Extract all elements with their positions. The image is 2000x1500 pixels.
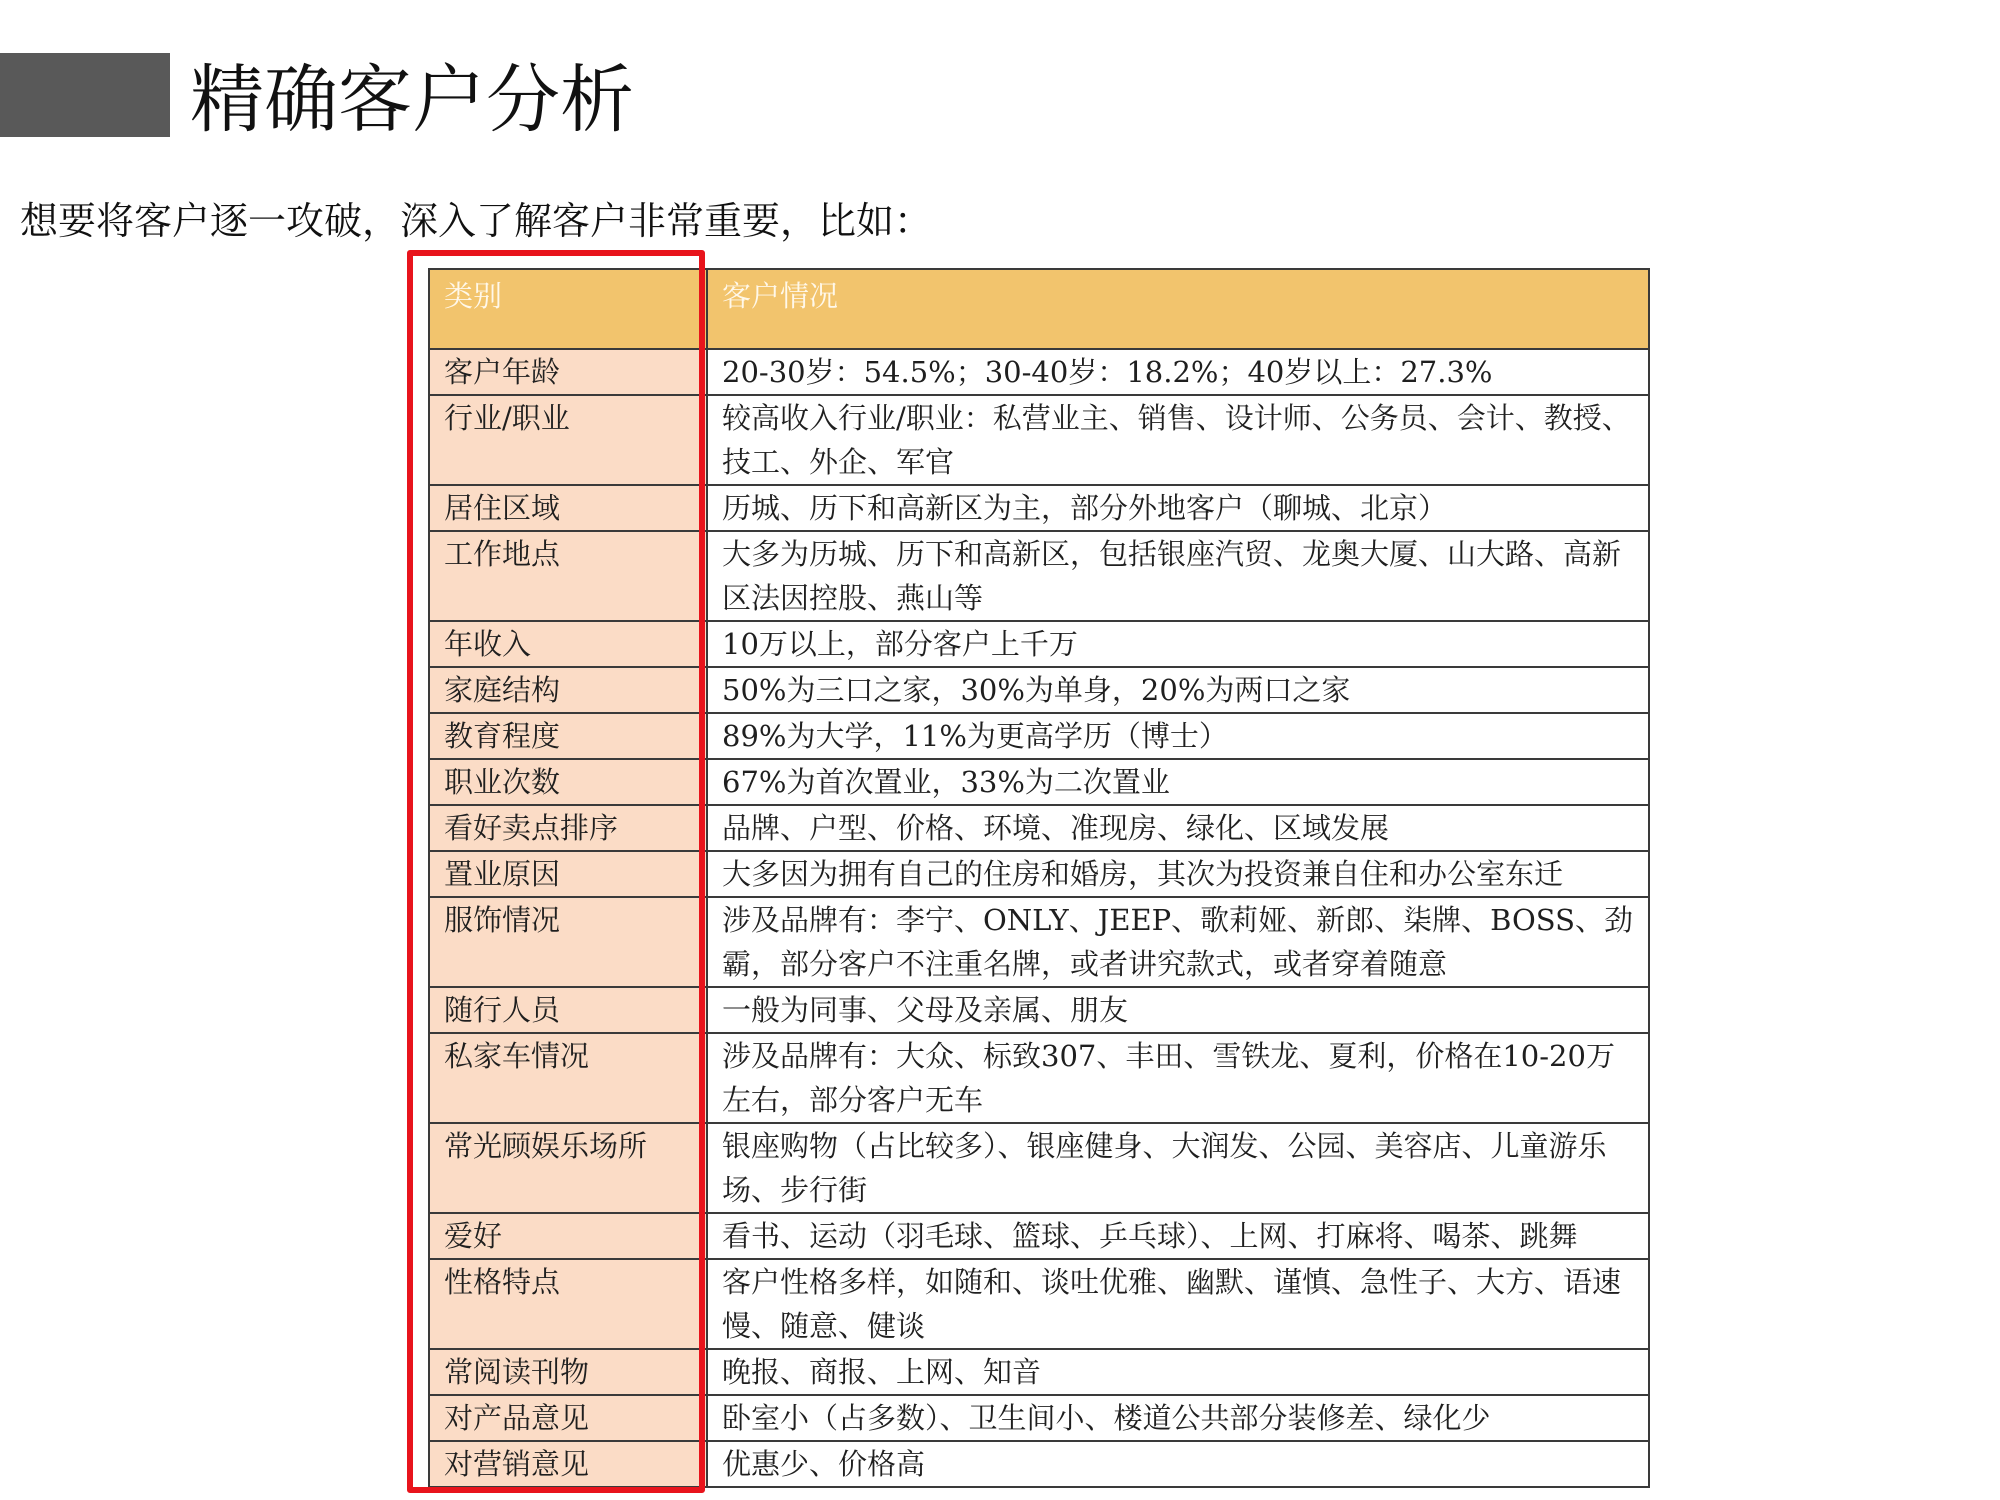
table-row	[429, 1441, 1649, 1487]
table-row	[429, 897, 1649, 987]
category-cell: 常阅读刊物	[429, 1349, 707, 1395]
detail-cell: 涉及品牌有：李宁、ONLY、JEEP、歌莉娅、新郎、柒牌、BOSS、劲霸，部分客户不注重名牌，或者讲究款式，或者穿着随意	[707, 897, 1649, 987]
category-cell: 看好卖点排序	[429, 805, 707, 851]
detail-cell: 大多因为拥有自己的住房和婚房，其次为投资兼自住和办公室东迁	[707, 851, 1649, 897]
detail-cell: 品牌、户型、价格、环境、准现房、绿化、区域发展	[707, 805, 1649, 851]
customer-analysis-table-container	[428, 268, 1648, 1488]
category-cell: 随行人员	[429, 987, 707, 1033]
detail-cell: 20-30岁：54.5%；30-40岁：18.2%；40岁以上：27.3%	[707, 349, 1649, 395]
table-row	[429, 349, 1649, 395]
detail-cell: 历城、历下和高新区为主，部分外地客户（聊城、北京）	[707, 485, 1649, 531]
intro-text: 想要将客户逐一攻破，深入了解客户非常重要，比如：	[20, 199, 933, 243]
category-cell: 居住区域	[429, 485, 707, 531]
header-detail: 客户情况	[707, 269, 1649, 349]
table-row	[429, 1395, 1649, 1441]
category-cell: 行业/职业	[429, 395, 707, 485]
table-row	[429, 395, 1649, 485]
category-cell: 性格特点	[429, 1259, 707, 1349]
table-row	[429, 1213, 1649, 1259]
detail-cell: 晚报、商报、上网、知音	[707, 1349, 1649, 1395]
detail-cell: 10万以上，部分客户上千万	[707, 621, 1649, 667]
table-header-row	[429, 269, 1649, 349]
category-cell: 职业次数	[429, 759, 707, 805]
table-row	[429, 1349, 1649, 1395]
category-cell: 常光顾娱乐场所	[429, 1123, 707, 1213]
table-row	[429, 713, 1649, 759]
detail-cell: 涉及品牌有：大众、标致307、丰田、雪铁龙、夏利，价格在10-20万左右，部分客户无车	[707, 1033, 1649, 1123]
detail-cell: 50%为三口之家，30%为单身，20%为两口之家	[707, 667, 1649, 713]
detail-cell: 银座购物（占比较多）、银座健身、大润发、公园、美容店、儿童游乐场、步行街	[707, 1123, 1649, 1213]
title-accent-bar	[0, 53, 170, 137]
table-row	[429, 531, 1649, 621]
detail-cell: 67%为首次置业，33%为二次置业	[707, 759, 1649, 805]
category-cell: 私家车情况	[429, 1033, 707, 1123]
detail-cell: 89%为大学，11%为更高学历（博士）	[707, 713, 1649, 759]
category-cell: 爱好	[429, 1213, 707, 1259]
category-cell: 教育程度	[429, 713, 707, 759]
detail-cell: 客户性格多样，如随和、谈吐优雅、幽默、谨慎、急性子、大方、语速慢、随意、健谈	[707, 1259, 1649, 1349]
detail-cell: 看书、运动（羽毛球、篮球、乒乓球）、上网、打麻将、喝茶、跳舞	[707, 1213, 1649, 1259]
table-row	[429, 667, 1649, 713]
table-row	[429, 759, 1649, 805]
table-row	[429, 1259, 1649, 1349]
customer-analysis-table	[428, 268, 1650, 1488]
detail-cell: 卧室小（占多数）、卫生间小、楼道公共部分装修差、绿化少	[707, 1395, 1649, 1441]
category-cell: 年收入	[429, 621, 707, 667]
page-title: 精确客户分析	[190, 57, 634, 143]
table-row	[429, 987, 1649, 1033]
category-cell: 客户年龄	[429, 349, 707, 395]
category-cell: 对产品意见	[429, 1395, 707, 1441]
detail-cell: 较高收入行业/职业：私营业主、销售、设计师、公务员、会计、教授、技工、外企、军官	[707, 395, 1649, 485]
category-cell: 对营销意见	[429, 1441, 707, 1487]
category-cell: 置业原因	[429, 851, 707, 897]
table-row	[429, 805, 1649, 851]
category-cell: 服饰情况	[429, 897, 707, 987]
table-row	[429, 1033, 1649, 1123]
table-row	[429, 621, 1649, 667]
detail-cell: 优惠少、价格高	[707, 1441, 1649, 1487]
table-row	[429, 1123, 1649, 1213]
detail-cell: 大多为历城、历下和高新区，包括银座汽贸、龙奥大厦、山大路、高新区法因控股、燕山等	[707, 531, 1649, 621]
table-row	[429, 851, 1649, 897]
header-category: 类别	[429, 269, 707, 349]
category-cell: 工作地点	[429, 531, 707, 621]
category-cell: 家庭结构	[429, 667, 707, 713]
detail-cell: 一般为同事、父母及亲属、朋友	[707, 987, 1649, 1033]
table-row	[429, 485, 1649, 531]
